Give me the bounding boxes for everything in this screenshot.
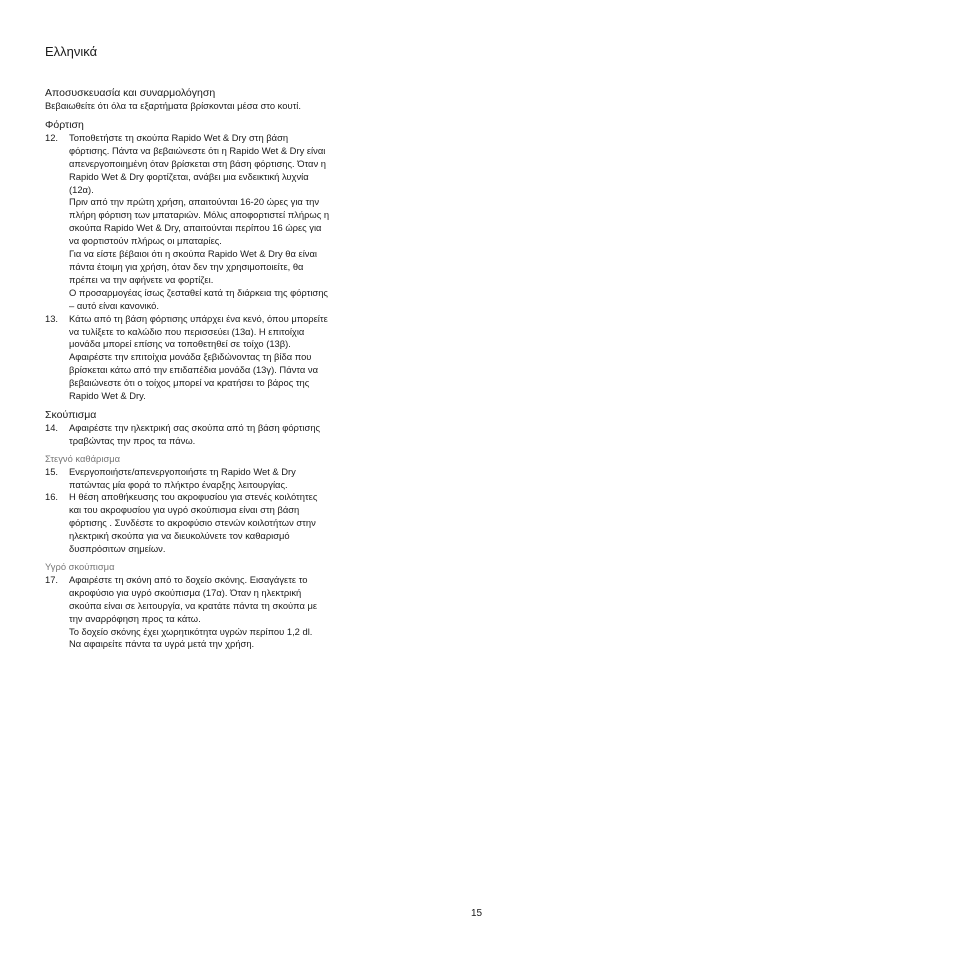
item-body xyxy=(69,574,330,651)
list-item-14 xyxy=(45,422,330,448)
subsection-title-wet-vacuuming: Υγρό σκούπισμα xyxy=(45,561,115,572)
list-item-17 xyxy=(45,574,330,651)
section-title-vacuuming: Σκούπισμα xyxy=(45,408,97,421)
list-item-16 xyxy=(45,491,330,556)
item-paragraph: Να αφαιρείτε πάντα τα υγρά μετά την χρήση. xyxy=(69,638,255,650)
list-item-12 xyxy=(45,132,330,313)
item-paragraph: Αφαιρέστε την ηλεκτρική σας σκούπα από τη βάση φόρτισης τραβώντας την προς τα πάνω. xyxy=(69,421,321,446)
item-body xyxy=(69,422,330,448)
section-title-charging: Φόρτιση xyxy=(45,118,84,131)
item-paragraph: Ο προσαρμογέας ίσως ζεσταθεί κατά τη διάρκεια της φόρτισης – αυτό είναι κανονικό. xyxy=(69,286,328,311)
item-paragraph: Ενεργοποιήστε/απενεργοποιήστε τη Rapido Wet & Dry πατώντας μία φορά το πλήκτρο έναρξης λειτουργίας. xyxy=(69,465,296,490)
item-number: 14. xyxy=(45,421,59,433)
item-number: 16. xyxy=(45,491,59,503)
content-column xyxy=(45,87,330,651)
unpacking-text: Βεβαιωθείτε ότι όλα τα εξαρτήματα βρίσκονται μέσα στο κουτί. xyxy=(45,100,301,111)
section-title-unpacking: Αποσυσκευασία και συναρμολόγηση xyxy=(45,87,216,99)
item-number: 12. xyxy=(45,131,59,143)
subsection-title-dry-cleaning: Στεγνό καθάρισμα xyxy=(45,452,121,464)
language-heading: Ελληνικά xyxy=(45,44,98,59)
item-paragraph: Τοποθετήστε τη σκούπα Rapido Wet & Dry στη βάση φόρτισης. Πάντα να βεβαιώνεστε ότι η Rapido Wet & Dry είναι απενεργοποιημένη όταν βρίσκεται στη βάση φόρτισης. Όταν η Rapido Wet & Dry φορτίζεται, ανάβει μια ενδεικτική λυχνία (12α). xyxy=(69,131,326,195)
item-number: 15. xyxy=(45,465,59,477)
item-body xyxy=(69,132,330,313)
item-paragraph: Πριν από την πρώτη χρήση, απαιτούνται 16-20 ώρες για την πλήρη φόρτιση των μπαταριών. Μόλις αποφορτιστεί πλήρως η σκούπα Rapido Wet & Dry, απαιτούνται περίπου 16 ώρες για να φορτιστούν πλήρως οι μπαταρίες. xyxy=(69,196,330,247)
list-item-13 xyxy=(45,313,330,403)
item-body xyxy=(69,313,330,403)
item-number: 17. xyxy=(45,573,59,585)
item-paragraph: Αφαιρέστε τη σκόνη από το δοχείο σκόνης. Εισαγάγετε το ακροφύσιο για υγρό σκούπισμα (17α). Όταν η ηλεκτρική σκούπα είναι σε λειτουργία, να κρατάτε πάντα τη σκούπα με την αναρρόφηση προς τα κάτω. xyxy=(69,573,318,624)
page-number: 15 xyxy=(471,908,483,919)
item-body xyxy=(69,491,330,556)
item-paragraph: Κάτω από τη βάση φόρτισης υπάρχει ένα κενό, όπου μπορείτε να τυλίξετε το καλώδιο που περισσεύει (13α). Η επιτοίχια μονάδα μπορεί επίσης να τοποθετηθεί σε τοίχο (13β). Αφαιρέστε την επιτοίχια μονάδα ξεβιδώνοντας τη βίδα που βρίσκεται κάτω από την επιδαπέδια μονάδα (13γ). Πάντα να βεβαιώνεστε ότι ο τοίχος μπορεί να κρατήσει το βάρος της Rapido Wet & Dry. xyxy=(69,312,328,402)
item-paragraph: Για να είστε βέβαιοι ότι η σκούπα Rapido Wet & Dry θα είναι πάντα έτοιμη για χρήση, όταν δεν την χρησιμοποιείτε, θα πρέπει να την αφήνετε να φορτίζει. xyxy=(69,248,317,285)
item-body xyxy=(69,466,330,492)
item-paragraph: Το δοχείο σκόνης έχει χωρητικότητα υγρών περίπου 1,2 dl. xyxy=(69,625,313,637)
list-item-15 xyxy=(45,466,330,492)
item-paragraph: Η θέση αποθήκευσης του ακροφυσίου για στενές κοιλότητες και του ακροφυσίου για υγρό σκούπισμα είναι στη βάση φόρτισης . Συνδέστε το ακροφύσιο στενών κοιλοτήτων στην ηλεκτρική σκούπα για να διευκολύνετε τον καθαρισμό δυσπρόσιτων σημείων. xyxy=(69,491,318,555)
item-number: 13. xyxy=(45,312,59,324)
